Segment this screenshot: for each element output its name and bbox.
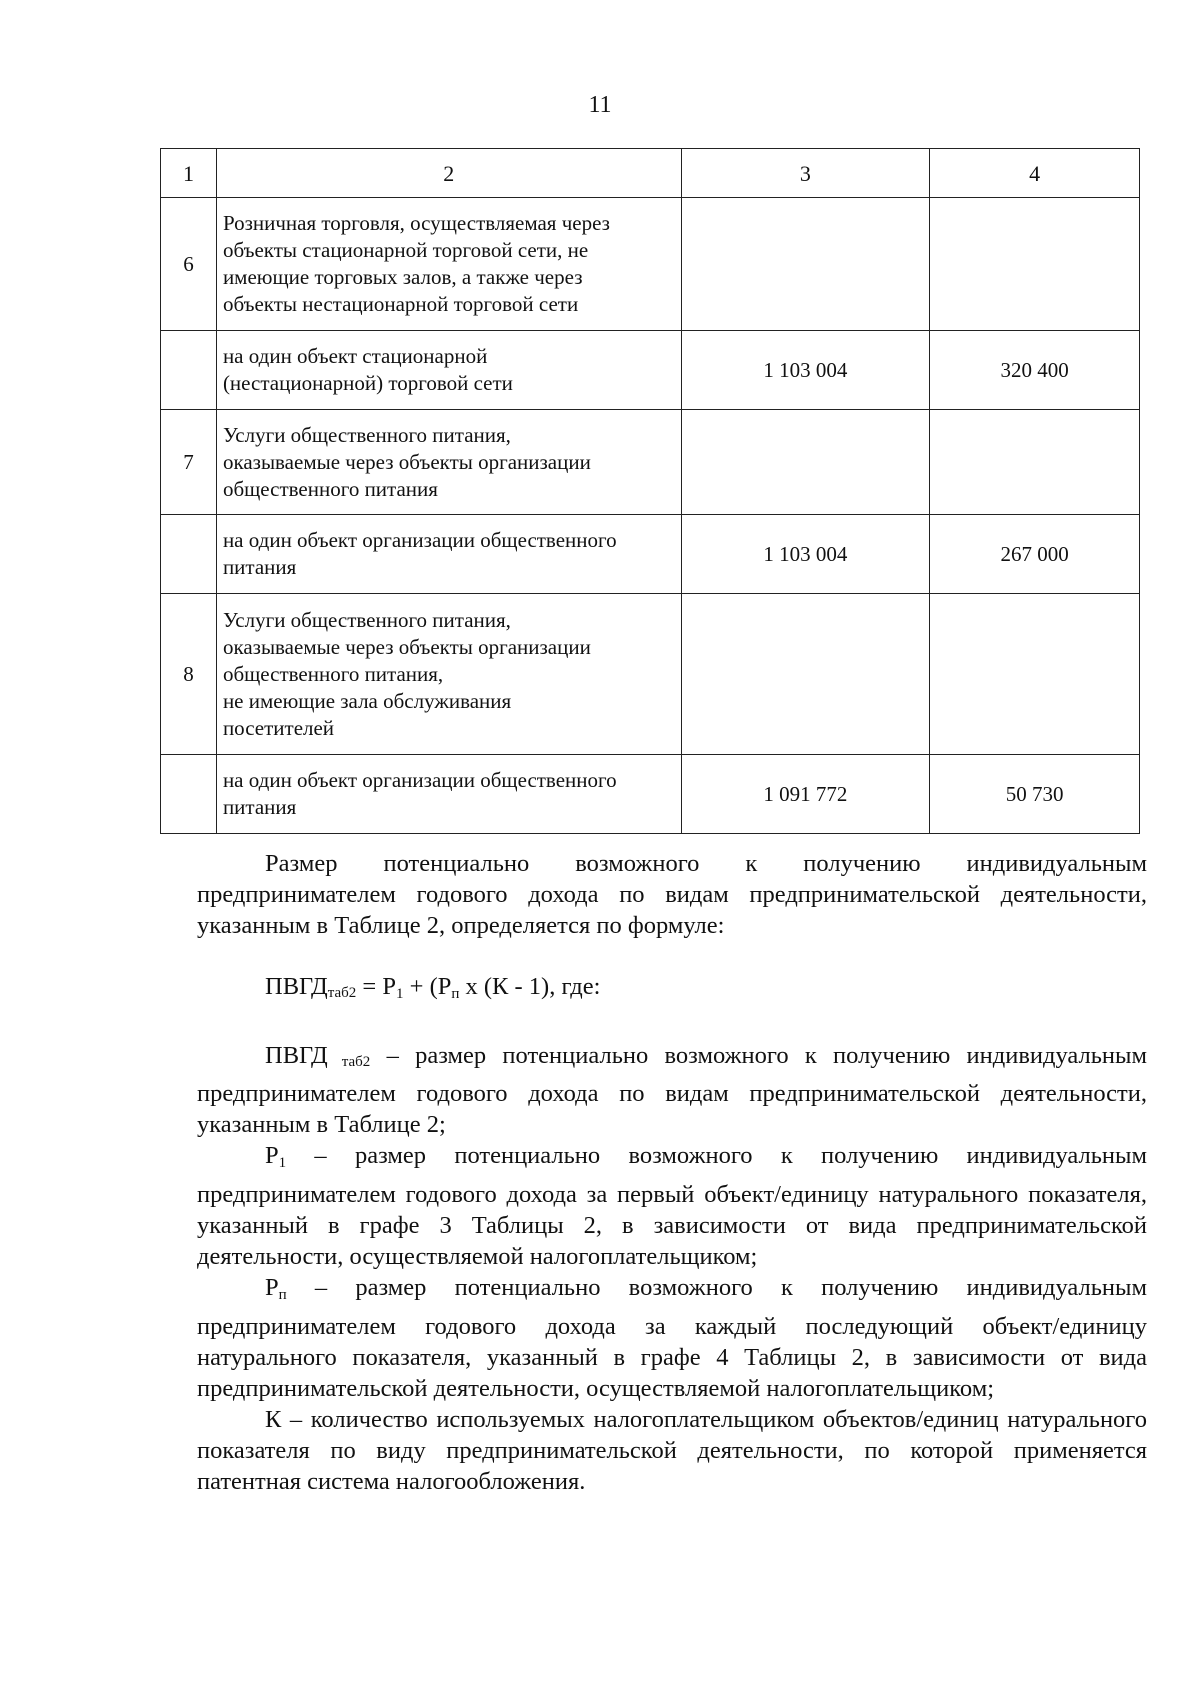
definition-paragraph <box>197 1404 1147 1497</box>
next-object-income-cell: 267 000 <box>930 515 1140 594</box>
row-number-cell <box>161 331 217 410</box>
table-row <box>161 331 1140 410</box>
formula-mid: + (Р <box>403 973 452 1000</box>
formula-rest: х (К - 1), где: <box>459 973 601 1000</box>
first-object-income-cell <box>681 594 930 755</box>
row-number-cell: 7 <box>161 410 217 515</box>
definition-term: К <box>265 1406 282 1433</box>
description-line: Розничная торговля, осуществляемая через <box>222 211 610 235</box>
header-cell-1: 1 <box>161 149 217 198</box>
definitions-list <box>197 1040 1147 1497</box>
definition-text: – размер потенциально возможного к получению индивидуальным предпринимателем годового дохода за первый объект/единицу натурального показателя, указанный в графе 3 Таблицы 2, в зависимости от вида предпринимательской деятельности, осуществляемой налогоплательщиком; <box>197 1142 1147 1270</box>
income-table <box>160 148 1140 834</box>
description-line: Услуги общественного питания, <box>222 607 511 632</box>
description-line: объекты стационарной торговой сети, не <box>222 238 589 262</box>
first-object-income-cell: 1 103 004 <box>681 515 930 594</box>
formula-pn-sub: п <box>451 986 460 1002</box>
next-object-income-cell <box>930 594 1140 755</box>
next-object-income-cell <box>930 198 1140 331</box>
first-object-income-cell: 1 091 772 <box>681 755 930 834</box>
description-line: имеющие торговых залов, а также через <box>222 265 583 289</box>
header-cell-2: 2 <box>216 149 681 198</box>
definition-term: Р <box>265 1142 279 1169</box>
formula-p1-sub: 1 <box>396 986 404 1002</box>
description-line: посетителей <box>222 715 335 740</box>
description-line: Услуги общественного питания, <box>222 422 511 447</box>
next-object-income-cell: 320 400 <box>930 331 1140 410</box>
table-row <box>161 755 1140 834</box>
definition-text: – размер потенциально возможного к получению индивидуальным предпринимателем годового дохода по видам предпринимательской деятельности, указанным в Таблице 2; <box>197 1042 1147 1138</box>
header-cell-4: 4 <box>930 149 1140 198</box>
first-object-income-cell <box>681 410 930 515</box>
table-body <box>161 149 1140 834</box>
description-line: не имеющие зала обслуживания <box>222 688 512 713</box>
formula-lhs: ПВГД <box>265 973 328 1000</box>
activity-description-cell <box>216 755 681 834</box>
table-header-row <box>161 149 1140 198</box>
definition-term-sub: п <box>278 1287 287 1303</box>
body-text <box>197 848 1147 1497</box>
definition-text: – размер потенциально возможного к получению индивидуальным предпринимателем годового дохода за каждый последующий объект/единицу натурального показателя, указанный в графе 4 Таблицы 2, в зависимости от вида предпринимательской деятельности, осуществляемой налогоплательщиком; <box>197 1274 1147 1402</box>
row-number-cell: 6 <box>161 198 217 331</box>
description-line: общественного питания, <box>222 661 444 686</box>
next-object-income-cell: 50 730 <box>930 755 1140 834</box>
table-row <box>161 198 1140 331</box>
definition-paragraph <box>197 1272 1147 1404</box>
description-line: объекты нестационарной торговой сети <box>222 292 579 316</box>
table-row <box>161 410 1140 515</box>
description-line: на один объект организации общественного <box>222 768 617 792</box>
description-line: общественного питания <box>222 476 438 501</box>
definition-paragraph <box>197 1040 1147 1140</box>
definition-term-sub: 1 <box>278 1155 287 1171</box>
next-object-income-cell <box>930 410 1140 515</box>
table-row <box>161 515 1140 594</box>
description-line: на один объект организации общественного <box>222 528 617 552</box>
description-line: питания <box>222 795 297 819</box>
formula-eq: = Р <box>356 973 396 1000</box>
activity-description-cell <box>216 331 681 410</box>
formula-lhs-sub: таб2 <box>327 985 357 1001</box>
definition-term: Р <box>265 1274 279 1301</box>
activity-description-cell <box>216 410 681 515</box>
activity-description-cell <box>216 594 681 755</box>
table-row <box>161 594 1140 755</box>
definition-paragraph <box>197 1140 1147 1272</box>
definition-term: ПВГД <box>265 1042 328 1069</box>
description-line: оказываемые через объекты организации <box>222 634 591 659</box>
description-line: оказываемые через объекты организации <box>222 449 591 474</box>
first-object-income-cell <box>681 198 930 331</box>
description-line: на один объект стационарной <box>222 344 488 368</box>
description-line: питания <box>222 555 297 579</box>
row-number-cell: 8 <box>161 594 217 755</box>
activity-description-cell <box>216 198 681 331</box>
row-number-cell <box>161 755 217 834</box>
formula <box>197 971 1147 1010</box>
definition-text: – количество используемых налогоплательщиком объектов/единиц натурального показателя по виду предпринимательской деятельности, по которой применяется патентная система налогообложения. <box>197 1406 1147 1495</box>
row-number-cell <box>161 515 217 594</box>
definition-term-sub: таб2 <box>341 1054 371 1070</box>
activity-description-cell <box>216 515 681 594</box>
first-object-income-cell: 1 103 004 <box>681 331 930 410</box>
header-cell-3: 3 <box>681 149 930 198</box>
description-line: (нестационарной) торговой сети <box>222 371 513 395</box>
page-number: 11 <box>588 92 612 118</box>
intro-paragraph: Размер потенциально возможного к получению индивидуальным предпринимателем годового дохода по видам предпринимательской деятельности, указанным в Таблице 2, определяется по формуле: <box>197 850 1147 939</box>
